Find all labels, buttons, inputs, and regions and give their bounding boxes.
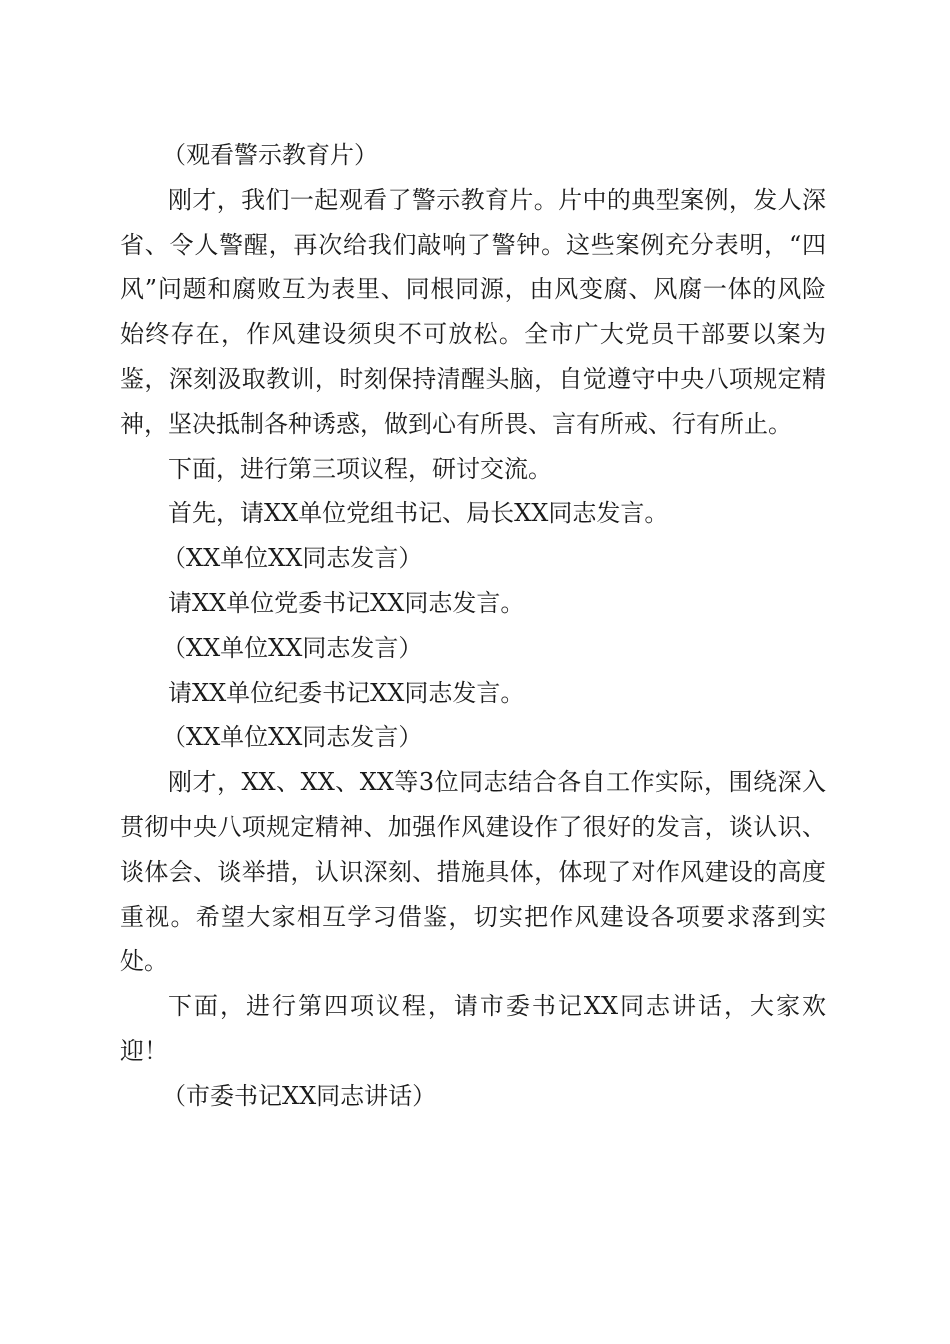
paragraph-film-reflection: 刚才，我们一起观看了警示教育片。片中的典型案例，发人深省、令人警醒，再次给我们敲响了警钟。这些案例充分表明，“四风”问题和腐败互为表里、同根同源，由风变腐、风腐一体的风险始终存在，作风建设须臾不可放松。全市广大党员干部要以案为鉴，深刻汲取教训，时刻保持清醒头脑，自觉遵守中央八项规定精神，坚决抵制各种诱惑，做到心有所畏、言有所戒、行有所止。	[120, 185, 826, 438]
document-page	[120, 133, 826, 1119]
paragraph-agenda-item-four: 下面，进行第四项议程，请市委书记XX同志讲话，大家欢迎！	[120, 992, 826, 1065]
paragraph-third-speaker-intro: 请XX单位纪委书记XX同志发言。	[168, 678, 525, 707]
paragraph-speech-note-2: （XX单位XX同志发言）	[162, 633, 423, 662]
paragraph-secretary-speech-note: （市委书记XX同志讲话）	[162, 1081, 437, 1110]
paragraph-speech-note-1: （XX单位XX同志发言）	[162, 544, 423, 573]
paragraph-agenda-item-three: 下面，进行第三项议程，研讨交流。	[168, 454, 552, 483]
paragraph-watch-film-note: （观看警示教育片）	[162, 141, 378, 169]
paragraph-speeches-summary: 刚才，XX、XX、XX等3位同志结合各自工作实际，围绕深入贯彻中央八项规定精神、加强作风建设作了很好的发言，谈认识、谈体会、谈举措，认识深刻、措施具体，体现了对作风建设的高度重视。希望大家相互学习借鉴，切实把作风建设各项要求落到实处。	[120, 768, 826, 976]
paragraph-first-speaker-intro: 首先，请XX单位党组书记、局长XX同志发言。	[168, 499, 669, 528]
paragraph-speech-note-3: （XX单位XX同志发言）	[162, 723, 423, 752]
paragraph-second-speaker-intro: 请XX单位党委书记XX同志发言。	[168, 588, 525, 617]
